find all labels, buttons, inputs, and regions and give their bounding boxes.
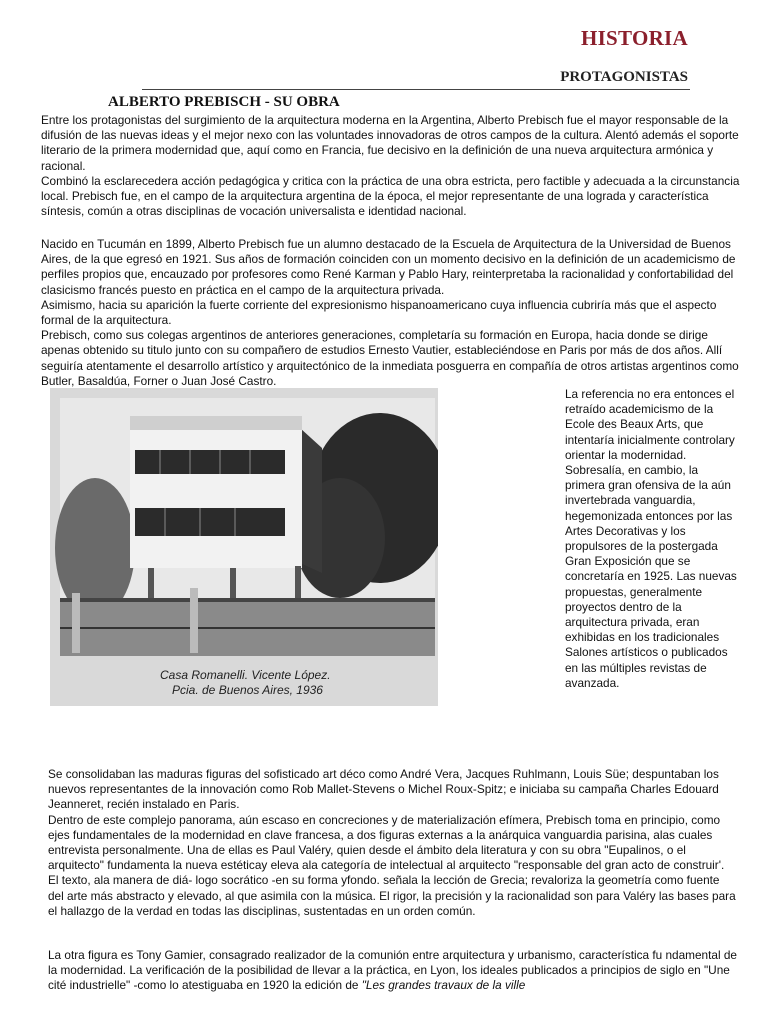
- photo-caption-line2: Pcia. de Buenos Aires, 1936: [172, 683, 323, 697]
- subsection-heading: PROTAGONISTAS: [560, 69, 688, 85]
- paragraph-garnier-text: La otra figura es Tony Gamier, consagrado realizador de la comunión entre arquitectura y urbanismo, característica fu ndamental de la modernidad. La verificación de la posibilidad de llevar a la práctica, en Lyon, los ideales publicados a principios de siglo en "Une cité industrielle" -como lo atestiguaba en 1920 la edición de: [48, 948, 737, 993]
- house-illustration: [50, 388, 438, 706]
- paragraph-garnier: [48, 948, 738, 994]
- paragraph-intro: Entre los protagonistas del surgimiento de la arquitectura moderna en la Argentina, Alberto Prebisch fue el mayor responsable de la difusión de las nuevas ideas y el mejor nexo con las voluntades innovadoras de otros campos de la cultura. Alentó además el soporte literario de la primera modernidad que, aquí como en Francia, fue decisivo en la definición de una nueva arquitectura armónica y racional. Combinó la esclarecedera acción pedagógica y critica con la práctica de una obra estricta, pero factible y adecuada a la circunstancia local. Prebisch fue, en el campo de la arquitectura argentina de la época, el mejor representante de una lograda y característica síntesis, común a otras disciplinas de vocación universalista e identidad nacional.: [41, 113, 740, 219]
- paragraph-biography: Nacido en Tucumán en 1899, Alberto Prebisch fue un alumno destacado de la Escuela de Arquitectura de la Universidad de Buenos Aires, de la que egresó en 1921. Sus años de formación coinciden con un momento decisivo en la definición de un academicismo de perfiles propios que, encauzado por profesores como René Karman y Pablo Hary, reinterpretaba la racionalidad y confortabilidad del clasicismo francés puesto en práctica en el campo de la arquitectura privada. Asimismo, hacia su aparición la fuerte corriente del expresionismo hispanoamericano cuya influencia cubriría más que el aspecto formal de la arquitectura. Prebisch, como sus colegas argentinos de anteriores generaciones, completaría su formación en Europa, hacia donde se dirige apenas obtenido su titulo junto con su compañero de estudios Ernesto Vautier, estableciéndose en Paris por más de dos años. Allí seguiría atentamente el desarrollo artístico y arquitectónico de la inmediata posguerra en compañía de otros artistas argentinos como Butler, Basaldúa, Forner o Juan José Castro.: [41, 237, 739, 388]
- header-divider: [142, 89, 690, 90]
- article-title: ALBERTO PREBISCH - SU OBRA: [108, 94, 340, 110]
- book-title-reference: "Les grandes travaux de la ville: [361, 978, 526, 993]
- photo-caption-line1: Casa Romanelli. Vicente López.: [160, 668, 331, 682]
- sidebar-paragraph: La referencia no era entonces el retraído academicismo de la Ecole des Beaux Arts, que intentaría inicialmente controlary orientar la modernidad. Sobresalía, en cambio, la primera gran ofensiva de la aún invertebrada vanguardia, hegemonizada entonces por las Artes Decorativas y los propulsores de la postergada Gran Exposición que se concretaría en 1925. Las nuevas propuestas, generalmente proyectos dentro de la arquitectura privada, eran exhibidas en los tradicionales Salones artísticos o publicados en las múltiples revistas de avanzada.: [565, 387, 737, 690]
- section-heading: HISTORIA: [580, 26, 688, 50]
- photo-casa-romanelli: [50, 388, 438, 706]
- paragraph-panorama: Se consolidaban las maduras figuras del sofisticado art déco como André Vera, Jacques Ruhlmann, Louis Süe; despuntaban los nuevos representantes de la innovación como Rob Mallet-Stevens o Michel Roux-Spitz; e iniciaba su campaña Charles Edouard Jeanneret, recién instalado en Paris. Dentro de este complejo panorama, aún escaso en concreciones y de materialización efímera, Prebisch toma en principio, como ejes fundamentales de la modernidad en clave francesa, a dos figuras externas a la anárquica vanguardia parisina, alas cuales entrevista personalmente. Una de ellas es Paul Valéry, quien desde el ámbito dela literatura y con su obra "Eupalinos, o el arquitecto" fundamenta la nueva estéticay eleva ala categoría de intelectual al arquitecto "responsable del gran acto de construir'. El texto, ala manera de diá- logo socrático -en su forma yfondo. señala la lección de Grecia; revaloriza la geometría como fuente del arte más abstracto y elevado, al que asimila con la música. El rigor, la precisión y la racionalidad son para Valéry las bases para el hallazgo de la verdad en todas las disciplinas, sustentadas en un orden común.: [48, 767, 736, 918]
